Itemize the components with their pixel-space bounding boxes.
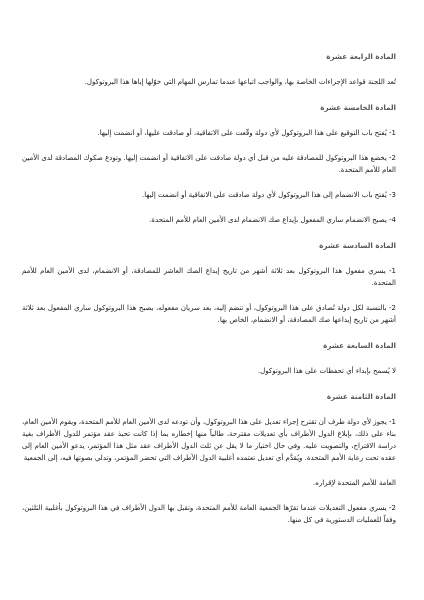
article-17-paragraph: لا يُسمح بإبداء أي تحفظات على هذا البروتوكول.	[257, 367, 396, 375]
article-14-paragraph: تُعد اللجنة قواعد الإجراءات الخاصة بها، والواجب اتباعها عندما تمارس المهام التي خوّلها إياها هذا البروتوكول.	[84, 78, 396, 86]
article-18-paragraph-1-continued: العامة للأمم المتحدة لإقراره.	[313, 479, 396, 487]
article-18-heading: المادة الثامنة عشرة	[326, 392, 396, 401]
article-14-heading: المادة الرابعة عشرة	[326, 52, 396, 61]
article-16-heading: المادة السادسة عشرة	[319, 241, 396, 250]
article-16-paragraph-2: 2- بالنسبة لكل دولة تُصادق على هذا البروتوكول، أو تنضم إليه، بعد سريان مفعوله، يصبح هذا البروتوكول ساري المفعول بعد ثلاثة أشهر من تاريخ إيداعها صك المصادقة، أو الانضمام، الخاص بها.	[22, 304, 396, 324]
article-15-paragraph-1: 1- يُفتح باب التوقيع على هذا البروتوكول لأي دولة وقّعت على الاتفاقية، أو صادقت عليها، أو انضمت إليها.	[97, 129, 396, 137]
article-16-paragraph-1: 1- يسري مفعول هذا البروتوكول بعد ثلاثة أشهر من تاريخ إيداع الصك العاشر للمصادقة، أو الانضمام، لدى الأمين العام للأمم المتحدة.	[22, 267, 396, 287]
article-17-heading: المادة السابعة عشرة	[323, 341, 396, 350]
article-15-paragraph-4: 4- يصبح الانضمام ساري المفعول بإيداع صك الانضمام لدى الأمين العام للأمم المتحدة.	[149, 216, 396, 224]
article-15-heading: المادة الخامسة عشرة	[320, 103, 396, 112]
article-18-paragraph-2: 2- يسري مفعول التعديلات عندما تقرّها الجمعية العامة للأمم المتحدة، وتقبل بها الدول الأطراف في هذا البروتوكول بأغلبية الثلثين، وفقاً للعمليات الدستورية في كل منها.	[22, 504, 396, 524]
article-15-paragraph-2: 2- يخضع هذا البروتوكول للمصادقة عليه من قبل أي دولة صادقت على الاتفاقية أو انضمت إليها. وتودع صكوك المصادقة لدى الأمين العام للأمم المتحدة.	[22, 154, 396, 174]
article-15-paragraph-3: 3- يُفتح باب الانضمام إلى هذا البروتوكول لأي دولة صادقت على الاتفاقية أو انضمت إليها.	[141, 191, 396, 199]
article-18-paragraph-1: 1- يجوز لأي دولة طرف أن تقترح إجراء تعديل على هذا البروتوكول، وأن تودعه لدى الأمين العام للأمم المتحدة، ويقوم الأمين العام، بناء على ذلك، بإبلاغ الدول الأطراف بأي تعديلات مقترحة، طالباً منها إخطاره بما إذا كانت تحبذ عقد مؤتمر للدول الأطراف بغية دراسة الاقتراح، والتصويت عليه. وفي حال اختيار ما لا يقل عن ثلث الدول الأطراف عقد مثل هذا المؤتمر، يدعو الأمين العام إلى عقده تحت رعاية الأمم المتحدة. ويُقدَّم أي تعديل تعتمده أغلبية الدول الأطراف التي تحضر المؤتمر، وتدلي بصوتها فيه، إلى الجمعية	[22, 418, 396, 462]
